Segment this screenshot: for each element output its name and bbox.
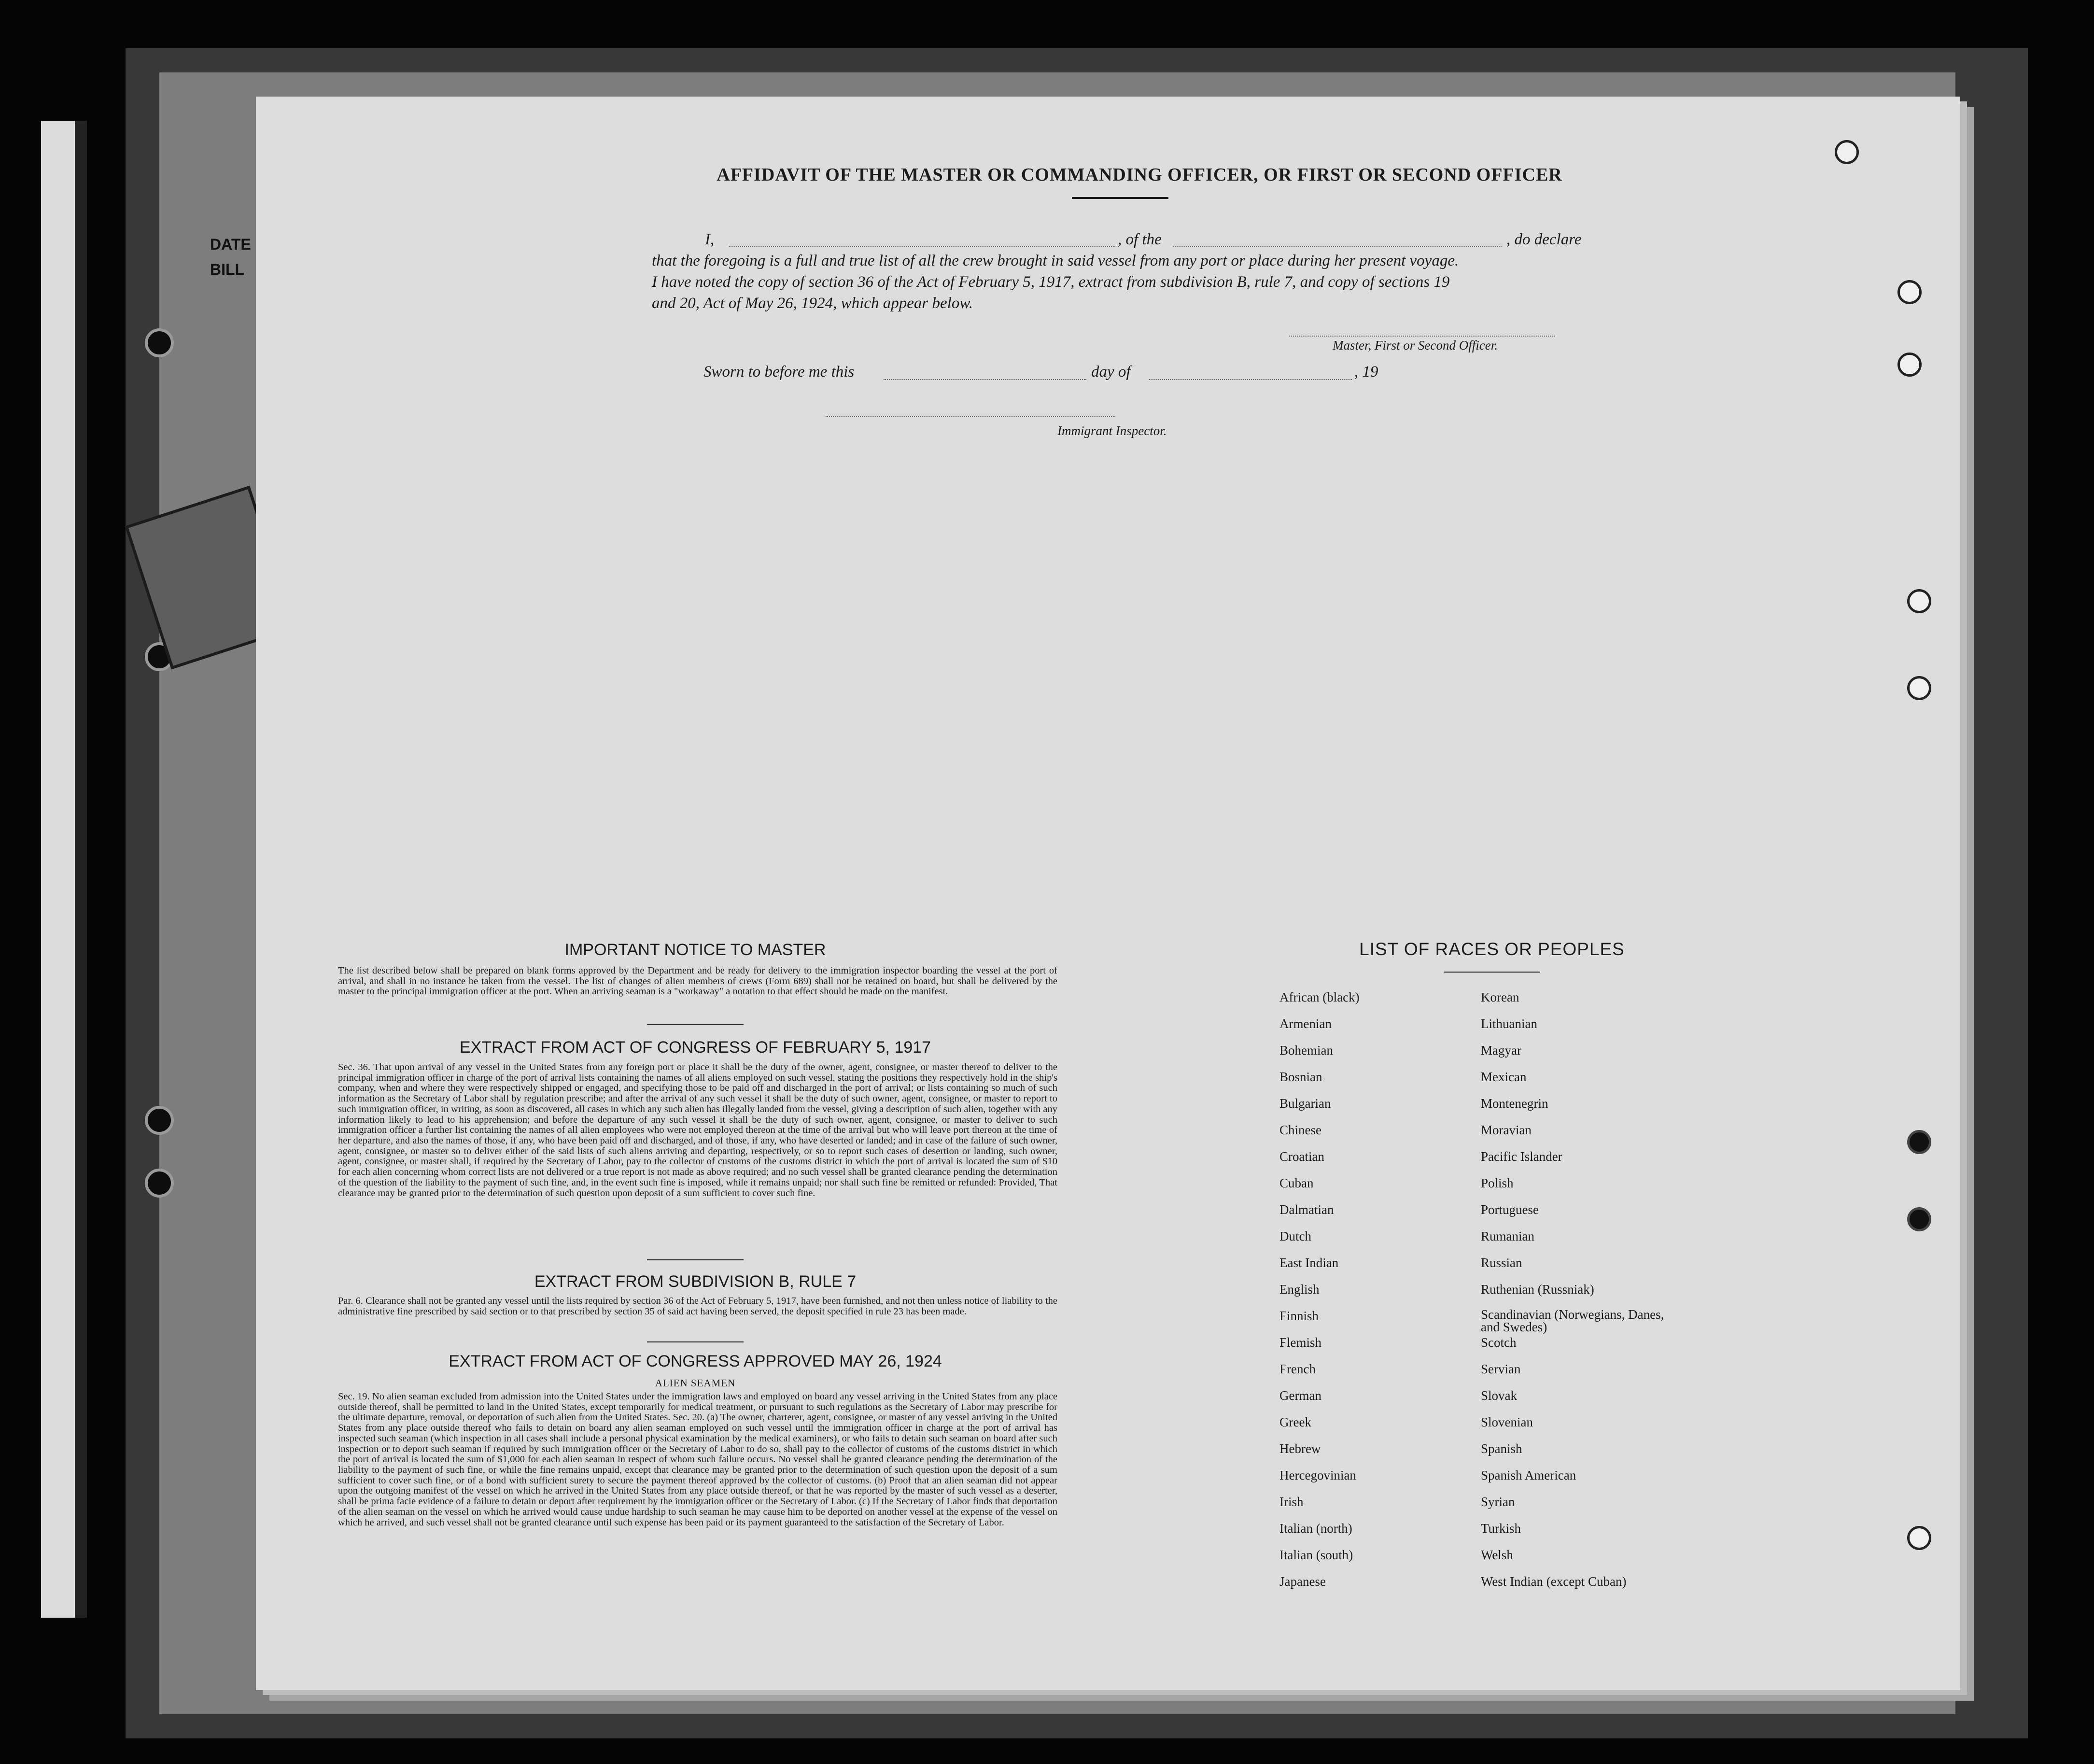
races-title: LIST OF RACES OR PEOPLES	[1359, 939, 1625, 959]
race-item: Ruthenian (Russniak)	[1481, 1282, 1594, 1297]
race-item: East Indian	[1279, 1256, 1339, 1270]
race-item: Magyar	[1481, 1043, 1521, 1058]
extract-1917-title: EXTRACT FROM ACT OF CONGRESS OF FEBRUARY 5, 1917	[459, 1038, 931, 1057]
race-item: Rumanian	[1481, 1229, 1534, 1243]
races-divider	[1444, 972, 1540, 973]
decl-line-3: I have noted the copy of section 36 of the Act of February 5, 1917, extract from subdivision B, rule 7, and copy of sections 19	[652, 273, 1450, 291]
extract-rule7-divider	[647, 1341, 744, 1342]
race-item: English	[1279, 1282, 1320, 1297]
signature-blank[interactable]	[1289, 336, 1555, 337]
race-item: Mexican	[1481, 1070, 1527, 1084]
decl-line-4: and 20, Act of May 26, 1924, which appear below.	[652, 295, 973, 312]
race-item: German	[1279, 1388, 1321, 1403]
punch-hole-icon	[1907, 589, 1931, 613]
inspector-blank[interactable]	[826, 416, 1115, 417]
race-item: Lithuanian	[1481, 1016, 1537, 1031]
side-label-bill: BILL	[210, 261, 245, 278]
race-item: Welsh	[1481, 1548, 1513, 1562]
notice-divider	[647, 1024, 744, 1025]
race-item: West Indian (except Cuban)	[1481, 1574, 1627, 1589]
race-item: Italian (south)	[1279, 1548, 1353, 1562]
punch-hole-icon	[1897, 353, 1922, 377]
race-item: Slovak	[1481, 1388, 1518, 1403]
punch-hole-icon	[1907, 1207, 1931, 1231]
race-item: Finnish	[1279, 1309, 1319, 1323]
decl-i: I,	[705, 231, 715, 248]
race-item: Moravian	[1481, 1123, 1532, 1137]
race-item: Dutch	[1279, 1229, 1311, 1243]
day-blank[interactable]	[884, 379, 1086, 380]
affidavit-title: AFFIDAVIT OF THE MASTER OR COMMANDING OFFICER, OR FIRST OR SECOND OFFICER	[717, 165, 1562, 185]
race-item: Bosnian	[1279, 1070, 1322, 1084]
month-blank[interactable]	[1149, 379, 1352, 380]
decl-of-the: , of the	[1118, 231, 1162, 248]
extract-rule7-title: EXTRACT FROM SUBDIVISION B, RULE 7	[534, 1272, 857, 1291]
race-item: Flemish	[1279, 1335, 1322, 1350]
decl-line-2: that the foregoing is a full and true list of all the crew brought in said vessel from any port or place during her present voyage.	[652, 252, 1459, 269]
side-label-date: DATE	[210, 236, 251, 253]
binder-hole-icon	[145, 1106, 174, 1135]
punch-hole-icon	[1907, 1130, 1931, 1154]
punch-hole-icon	[1907, 1526, 1931, 1550]
race-item: Slovenian	[1481, 1415, 1533, 1429]
race-item: French	[1279, 1362, 1316, 1376]
race-item: African (black)	[1279, 990, 1360, 1004]
notice-text: The list described below shall be prepared on blank forms approved by the Department and be ready for delivery to the immigration inspector boarding the vessel at the port of arrival, and shall in no instance be taken from the vessel. The list of changes of alien members of crews (Form 689) shall not be retained on board, but shall be delivered by the master to the principal immigration officer at the port. When an arriving seaman is a "workaway" a notation to that effect should be made on the manifest.	[338, 965, 1057, 997]
race-item: Syrian	[1481, 1495, 1515, 1509]
day-of-text: day of	[1091, 363, 1131, 381]
race-item: Chinese	[1279, 1123, 1321, 1137]
notice-title: IMPORTANT NOTICE TO MASTER	[564, 941, 826, 959]
race-item: Spanish	[1481, 1441, 1522, 1456]
race-item: Greek	[1279, 1415, 1311, 1429]
race-item: Cuban	[1279, 1176, 1314, 1190]
extract-1917-text: Sec. 36. That upon arrival of any vessel in the United States from any foreign port or place it shall be the duty of the owner, agent, consignee, or master thereof to deliver to the principal immigration officer in charge of the port of arrival lists containing the names of all aliens employed on such vessel, stating the positions they respectively hold in the ship's company, when and where they were respectively shipped or engaged, and specifying those to be paid off and discharged in the port of arrival; or lists containing so much of such information as the Secretary of Labor shall by regulation prescribe; and after the arrival of any such vessel it shall be the duty of such owner, agent, consignee, or master to report to such immigration officer, in writing, as soon as discovered, all cases in which any such alien has illegally landed from the vessel, giving a description of such alien, together with any information likely to lead to his apprehension; and before the departure of any such vessel it shall be the duty of such owner, agent, consignee, or master to deliver to such immigration officer a further list containing the names of all alien employees who were not employed thereon at the time of the arrival but who will leave port thereon at the time of her departure, and also the names of those, if any, who have been paid off and discharged, and of those, if any, who have deserted or landed; and in case of the failure of such owner, agent, consignee, or master so to deliver either of the said lists of such aliens arriving and departing, respectively, or so to report such cases of desertion or landing, such owner, agent, consignee, or master shall, if required by the Secretary of Labor, pay to the collector of customs of the customs district in which the port of arrival is located the sum of $10 for each alien concerning whom correct lists are not delivered or a true report is not made as above required; and no such vessel shall be granted clearance pending the determination of the question of the liability to the payment of such fine, and, in the event such fine is imposed, while it remains unpaid; nor shall such fine be remitted or refunded: Provided, That clearance may be granted prior to the determination of such question upon deposit of a sum sufficient to cover such fine.	[338, 1062, 1057, 1199]
race-item: Scandinavian (Norwegians, Danes, and Swedes)	[1481, 1307, 1664, 1334]
decl-do-declare: , do declare	[1506, 231, 1582, 248]
punch-hole-icon	[1907, 676, 1931, 700]
race-item: Pacific Islander	[1481, 1149, 1562, 1164]
form-page	[256, 97, 1960, 1690]
signature-caption: Master, First or Second Officer.	[1333, 338, 1498, 353]
race-item: Armenian	[1279, 1016, 1332, 1031]
race-item: Bohemian	[1279, 1043, 1333, 1058]
sworn-text: Sworn to before me this	[703, 363, 855, 381]
extract-1917-divider	[647, 1259, 744, 1260]
year-text: , 19	[1354, 363, 1378, 381]
race-item: Spanish American	[1481, 1468, 1576, 1482]
race-item: Irish	[1279, 1495, 1304, 1509]
race-item: Scotch	[1481, 1335, 1517, 1350]
binder-hole-icon	[145, 1169, 174, 1198]
extract-1924-text: Sec. 19. No alien seaman excluded from admission into the United States under the immigration laws and employed on board any vessel arriving in the United States from any place outside thereof, shall be permitted to land in the United States, except temporarily for medical treatment, or pursuant to such regulations as the Secretary of Labor may prescribe for the ultimate departure, removal, or deportation of such alien from the United States. Sec. 20. (a) The owner, charterer, agent, consignee, or master of any vessel arriving in the United States from any place outside thereof who fails to detain on board any alien seaman employed on such vessel until the immigration officer in charge at the port of arrival has inspected such seaman (which inspection in all cases shall include a personal physical examination by the medical examiners), or who fails to detain such seaman on board after such inspection or to deport such seaman if required by such immigration officer or the Secretary of Labor to do so, shall pay to the collector of customs of the customs district in which the port of arrival is located the sum of $1,000 for each alien seaman in respect of whom such failure occurs. No vessel shall be granted clearance pending the determination of the liability to the payment of such fine, or while the fine remains unpaid, except that clearance may be granted prior to the determination of such question upon the deposit of a sum sufficient to cover such fine, or of a bond with sufficient surety to secure the payment thereof approved by the collector of customs. (b) Proof that an alien seaman did not appear upon the outgoing manifest of the vessel on which he arrived in the United States from any place outside thereof, or that he was reported by the master of such vessel as a deserter, shall be prima facie evidence of a failure to detain or deport after requirement by the immigration officer or the Secretary of Labor. (c) If the Secretary of Labor finds that deportation of the alien seaman on the vessel on which he arrived would cause undue hardship to such seaman he may cause him to be deported on another vessel at the expense of the vessel on which he arrived, and such vessel shall not be granted clearance until such expense has been paid or its payment guaranteed to the satisfaction of the Secretary of Labor.	[338, 1391, 1057, 1528]
race-item: Turkish	[1481, 1521, 1521, 1536]
race-item: Polish	[1481, 1176, 1514, 1190]
race-item: Bulgarian	[1279, 1096, 1331, 1111]
race-item: Hebrew	[1279, 1441, 1321, 1456]
race-item: Italian (north)	[1279, 1521, 1352, 1536]
name-blank[interactable]	[729, 246, 1115, 247]
race-item: Croatian	[1279, 1149, 1324, 1164]
alien-seamen-subtitle: ALIEN SEAMEN	[655, 1377, 736, 1389]
race-item: Hercegovinian	[1279, 1468, 1356, 1482]
race-item: Japanese	[1279, 1574, 1326, 1589]
race-item: Korean	[1481, 990, 1519, 1004]
binder-hole-icon	[145, 328, 174, 357]
race-item: Dalmatian	[1279, 1202, 1334, 1217]
punch-hole-icon	[1897, 280, 1922, 304]
race-item: Servian	[1481, 1362, 1521, 1376]
race-item: Russian	[1481, 1256, 1522, 1270]
extract-1924-title: EXTRACT FROM ACT OF CONGRESS APPROVED MAY 26, 1924	[449, 1352, 942, 1370]
vessel-blank[interactable]	[1173, 246, 1502, 247]
race-item: Montenegrin	[1481, 1096, 1548, 1111]
punch-hole-icon	[1835, 140, 1859, 164]
race-item: Portuguese	[1481, 1202, 1539, 1217]
inspector-caption: Immigrant Inspector.	[1057, 423, 1167, 438]
left-edge-strip	[41, 121, 75, 1618]
left-edge-shadow	[75, 121, 87, 1618]
title-divider	[1072, 197, 1168, 199]
extract-rule7-text: Par. 6. Clearance shall not be granted any vessel until the lists required by section 36 of the Act of February 5, 1917, have been furnished, and not then unless notice of liability to the administrative fine prescribed by said section or to that prescribed by section 35 of said act having been served, the deposit specified in rule 23 has been made.	[338, 1296, 1057, 1317]
